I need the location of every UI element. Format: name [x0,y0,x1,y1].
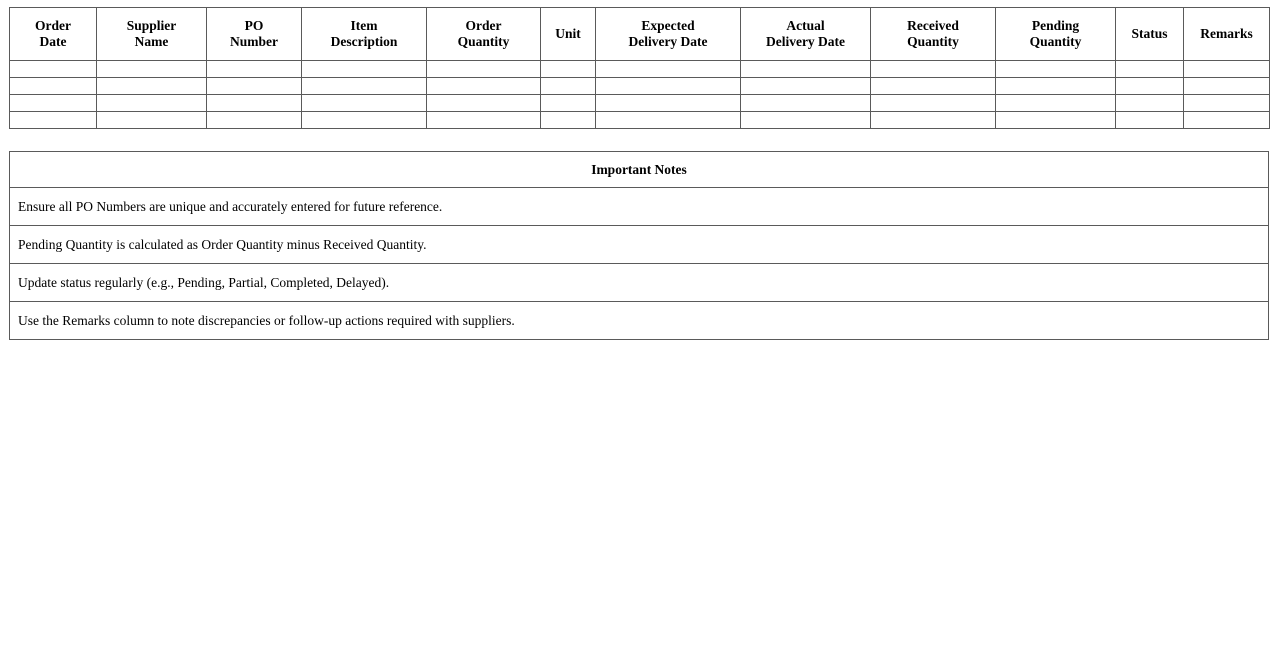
cell-item-description[interactable] [302,95,427,112]
cell-pending-quantity[interactable] [996,112,1116,129]
column-header-unit-line1: Unit [555,25,581,41]
column-header-order-quantity-line1: Order [465,17,502,33]
cell-unit[interactable] [541,95,596,112]
column-header-item-description [302,8,427,61]
cell-order-date[interactable] [10,112,97,129]
column-header-supplier-name-line2: Name [134,34,169,49]
column-header-received-quantity-line1: Received [907,17,959,33]
cell-received-quantity[interactable] [871,61,996,78]
column-header-status-line1: Status [1131,25,1168,41]
cell-pending-quantity[interactable] [996,61,1116,78]
column-header-remarks [1184,8,1270,61]
column-header-unit [541,8,596,61]
table-row[interactable] [10,112,1270,129]
note-item-4: Use the Remarks column to note discrepancies or follow-up actions required with suppliers. [10,302,1269,340]
cell-item-description[interactable] [302,78,427,95]
cell-po-number[interactable] [207,112,302,129]
purchase-order-table-header [10,8,1270,61]
note-row [10,302,1269,340]
cell-actual-delivery[interactable] [741,112,871,129]
column-header-item-description-line2: Description [330,34,398,49]
purchase-order-table-body [10,61,1270,129]
cell-expected-delivery[interactable] [596,61,741,78]
column-header-actual-delivery-date [741,8,871,61]
cell-unit[interactable] [541,112,596,129]
cell-supplier-name[interactable] [97,95,207,112]
cell-pending-quantity[interactable] [996,95,1116,112]
cell-expected-delivery[interactable] [596,78,741,95]
cell-status[interactable] [1116,61,1184,78]
notes-header-row [10,152,1269,188]
cell-remarks[interactable] [1184,112,1270,129]
column-header-received-quantity-line2: Quantity [907,34,959,49]
cell-pending-quantity[interactable] [996,78,1116,95]
column-header-order-date-line2: Date [39,34,67,49]
column-header-supplier-name [97,8,207,61]
column-header-actual-delivery-date-line2: Delivery Date [765,34,846,49]
cell-supplier-name[interactable] [97,112,207,129]
column-header-supplier-name-line1: Supplier [126,17,177,33]
column-header-po-number-line1: PO [244,17,264,33]
column-header-received-quantity [871,8,996,61]
cell-actual-delivery[interactable] [741,95,871,112]
note-row [10,188,1269,226]
cell-order-quantity[interactable] [427,95,541,112]
cell-expected-delivery[interactable] [596,112,741,129]
cell-item-description[interactable] [302,61,427,78]
cell-status[interactable] [1116,95,1184,112]
cell-order-quantity[interactable] [427,112,541,129]
cell-status[interactable] [1116,78,1184,95]
note-item-3: Update status regularly (e.g., Pending, Partial, Completed, Delayed). [10,264,1269,302]
cell-po-number[interactable] [207,78,302,95]
purchase-order-table [9,7,1270,129]
note-item-2: Pending Quantity is calculated as Order Quantity minus Received Quantity. [10,226,1269,264]
column-header-pending-quantity-line2: Quantity [1029,34,1082,49]
column-header-order-quantity-line2: Quantity [457,34,510,49]
note-row [10,264,1269,302]
table-row[interactable] [10,78,1270,95]
cell-unit[interactable] [541,78,596,95]
cell-item-description[interactable] [302,112,427,129]
note-item-1: Ensure all PO Numbers are unique and accurately entered for future reference. [10,188,1269,226]
cell-actual-delivery[interactable] [741,61,871,78]
cell-order-date[interactable] [10,61,97,78]
column-header-order-quantity [427,8,541,61]
column-header-expected-delivery-date [596,8,741,61]
important-notes-table [9,151,1269,340]
cell-supplier-name[interactable] [97,78,207,95]
cell-po-number[interactable] [207,95,302,112]
column-header-pending-quantity-line1: Pending [1031,17,1080,33]
cell-status[interactable] [1116,112,1184,129]
cell-received-quantity[interactable] [871,95,996,112]
column-header-order-date [10,8,97,61]
note-row [10,226,1269,264]
cell-actual-delivery[interactable] [741,78,871,95]
cell-order-date[interactable] [10,78,97,95]
column-header-item-description-line1: Item [350,17,378,33]
column-header-pending-quantity [996,8,1116,61]
cell-order-quantity[interactable] [427,61,541,78]
cell-supplier-name[interactable] [97,61,207,78]
cell-received-quantity[interactable] [871,112,996,129]
table-row[interactable] [10,95,1270,112]
important-notes-title: Important Notes [10,152,1269,188]
table-header-row [10,8,1270,61]
cell-received-quantity[interactable] [871,78,996,95]
column-header-actual-delivery-date-line1: Actual [786,17,825,33]
column-header-remarks-line1: Remarks [1200,25,1253,41]
cell-unit[interactable] [541,61,596,78]
important-notes-table-header [10,152,1269,188]
cell-order-date[interactable] [10,95,97,112]
important-notes-table-body [10,188,1269,340]
column-header-expected-delivery-date-line1: Expected [641,17,695,33]
cell-order-quantity[interactable] [427,78,541,95]
important-notes-container [9,151,1269,340]
cell-remarks[interactable] [1184,78,1270,95]
column-header-po-number [207,8,302,61]
column-header-order-date-line1: Order [35,17,71,33]
cell-remarks[interactable] [1184,95,1270,112]
column-header-status [1116,8,1184,61]
purchase-order-table-container [9,7,1269,129]
cell-expected-delivery[interactable] [596,95,741,112]
column-header-expected-delivery-date-line2: Delivery Date [628,34,708,49]
table-row[interactable] [10,61,1270,78]
column-header-po-number-line2: Number [230,34,278,49]
cell-po-number[interactable] [207,61,302,78]
cell-remarks[interactable] [1184,61,1270,78]
